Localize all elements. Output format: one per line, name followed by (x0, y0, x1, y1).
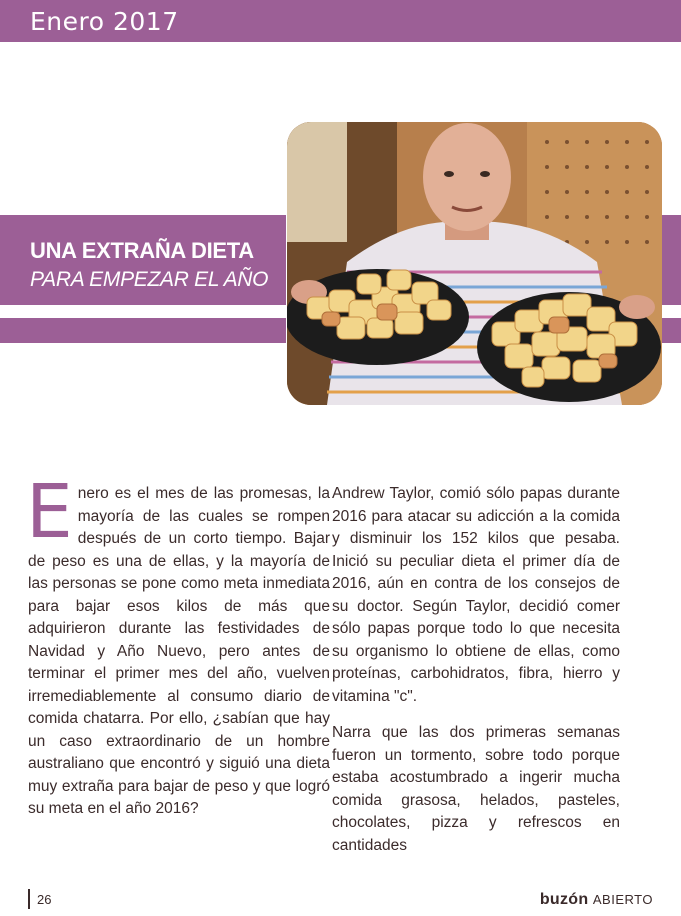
headline-line-2: PARA EMPEZAR EL AÑO (30, 268, 269, 291)
brand-logo (540, 891, 653, 909)
footer-divider (28, 889, 30, 909)
article-photo (287, 122, 662, 405)
header-bar (0, 0, 681, 42)
drop-cap: E (26, 469, 73, 555)
brand-name-bold: buzón (539, 891, 589, 908)
decorative-band-right (660, 215, 681, 305)
decorative-band-right-thin (660, 318, 681, 343)
issue-date-title: Enero 2017 (30, 7, 179, 36)
headline-band (0, 215, 286, 305)
headline-line-1: UNA EXTRAÑA DIETA (30, 238, 254, 263)
brand-name-regular: ABIERTO (592, 892, 653, 907)
article-column-2 (332, 483, 620, 871)
article-paragraph: Andrew Taylor, comió sólo papas durante 2016 para atacar su adicción a la comida y disminuir los 152 kilos que pesaba. Inició su peculiar dieta el primer día de 2016, aún en contra de los consejos de su doctor. Según Taylor, decidió comer sólo papas porque todo lo que necesita su organismo lo obtiene de ellas, como proteínas, carbohidratos, fibra, hierro y vitamina "c". (332, 485, 620, 705)
paragraph-text: nero es el mes de las promesas, la mayoría de las cuales se rompen después de un corto tiempo. Bajar de peso es una de ellas, y la mayoría de las personas se pone como meta inmediata para bajar esos kilos de más que adquirieron durante las festividades de Navidad y Año Nuevo, pero antes de terminar el primer mes del año, vuelven irremediablemente al consumo diario de comida chatarra. Por ello, ¿sabían que hay un caso extraordinario de un hombre australiano que encontró y siguió una dieta muy extraña para bajar de peso y que logró su meta en el año 2016? (28, 485, 330, 817)
article-column-1 (26, 469, 330, 835)
page-number: 26 (37, 892, 52, 907)
decorative-band (0, 318, 286, 343)
article-paragraph: Narra que las dos primeras semanas fueron un tormento, sobre todo porque estaba acostumbrado a ingerir mucha comida grasosa, helados, pasteles, chocolates, pizza y refrescos en cantidades (332, 724, 620, 854)
article-paragraph (26, 469, 330, 821)
